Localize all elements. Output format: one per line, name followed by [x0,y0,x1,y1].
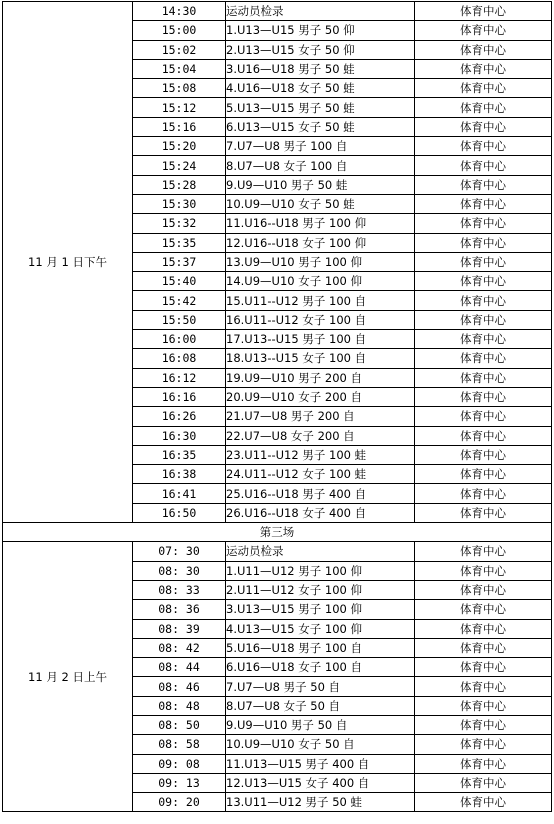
event-cell: 9.U9—U10 男子 50 自 [226,715,415,734]
event-cell: 10.U9—U10 女子 50 蛙 [226,194,415,213]
time-cell: 15:50 [133,310,226,329]
event-cell: 6.U13—U15 女子 50 蛙 [226,117,415,136]
event-cell: 19.U9—U10 男子 200 自 [226,368,415,387]
event-cell: 5.U13—U15 男子 50 蛙 [226,98,415,117]
venue-cell: 体育中心 [415,117,552,136]
venue-cell: 体育中心 [415,79,552,98]
venue-cell: 体育中心 [415,426,552,445]
event-cell: 14.U9—U10 女子 100 仰 [226,272,415,291]
time-cell: 15:12 [133,98,226,117]
venue-cell: 体育中心 [415,98,552,117]
venue-cell: 体育中心 [415,40,552,59]
venue-cell: 体育中心 [415,677,552,696]
time-cell: 15:35 [133,233,226,252]
venue-cell: 体育中心 [415,773,552,792]
time-cell: 16:35 [133,445,226,464]
time-cell: 09: 20 [133,793,226,812]
event-cell: 5.U16—U18 男子 100 自 [226,638,415,657]
event-cell: 4.U13—U15 女子 100 仰 [226,619,415,638]
time-cell: 09: 13 [133,773,226,792]
venue-cell: 体育中心 [415,137,552,156]
event-cell: 25.U16--U18 男子 400 自 [226,484,415,503]
time-cell: 08: 48 [133,696,226,715]
event-cell: 9.U9—U10 男子 50 蛙 [226,175,415,194]
event-cell: 2.U11—U12 女子 100 仰 [226,580,415,599]
venue-cell: 体育中心 [415,600,552,619]
venue-cell: 体育中心 [415,21,552,40]
event-cell: 22.U7—U8 女子 200 自 [226,426,415,445]
event-cell: 11.U13—U15 男子 400 自 [226,754,415,773]
venue-cell: 体育中心 [415,2,552,21]
venue-cell: 体育中心 [415,542,552,561]
venue-cell: 体育中心 [415,194,552,213]
event-cell: 1.U13—U15 男子 50 仰 [226,21,415,40]
schedule-table [2,1,552,812]
time-cell: 16:26 [133,407,226,426]
event-cell: 18.U13--U15 女子 100 自 [226,349,415,368]
time-cell: 07: 30 [133,542,226,561]
table-row [3,2,552,21]
venue-cell: 体育中心 [415,503,552,522]
event-cell: 12.U16--U18 女子 100 仰 [226,233,415,252]
event-cell: 2.U13—U15 女子 50 仰 [226,40,415,59]
event-cell: 24.U11--U12 女子 100 蛙 [226,465,415,484]
event-cell: 10.U9—U10 女子 50 自 [226,735,415,754]
venue-cell: 体育中心 [415,465,552,484]
venue-cell: 体育中心 [415,59,552,78]
venue-cell: 体育中心 [415,561,552,580]
time-cell: 08: 33 [133,580,226,599]
event-cell: 运动员检录 [226,542,415,561]
venue-cell: 体育中心 [415,233,552,252]
event-cell: 15.U11--U12 男子 100 自 [226,291,415,310]
venue-cell: 体育中心 [415,349,552,368]
venue-cell: 体育中心 [415,638,552,657]
time-cell: 15:42 [133,291,226,310]
time-cell: 16:08 [133,349,226,368]
event-cell: 20.U9—U10 女子 200 自 [226,387,415,406]
event-cell: 运动员检录 [226,2,415,21]
event-cell: 7.U7—U8 男子 100 自 [226,137,415,156]
event-cell: 6.U16—U18 女子 100 自 [226,658,415,677]
time-cell: 16:38 [133,465,226,484]
event-cell: 12.U13—U15 女子 400 自 [226,773,415,792]
venue-cell: 体育中心 [415,252,552,271]
venue-cell: 体育中心 [415,272,552,291]
time-cell: 08: 50 [133,715,226,734]
session-date-nov2-am: 11 月 2 日上午 [3,542,133,812]
venue-cell: 体育中心 [415,658,552,677]
table-row [3,542,552,561]
event-cell: 13.U9—U10 男子 100 仰 [226,252,415,271]
time-cell: 15:28 [133,175,226,194]
venue-cell: 体育中心 [415,445,552,464]
event-cell: 23.U11--U12 男子 100 蛙 [226,445,415,464]
venue-cell: 体育中心 [415,330,552,349]
section-header-row [3,523,552,542]
time-cell: 14:30 [133,2,226,21]
venue-cell: 体育中心 [415,619,552,638]
venue-cell: 体育中心 [415,368,552,387]
event-cell: 17.U13--U15 男子 100 自 [226,330,415,349]
time-cell: 16:30 [133,426,226,445]
venue-cell: 体育中心 [415,407,552,426]
time-cell: 15:37 [133,252,226,271]
session-date-nov1-pm: 11 月 1 日下午 [3,2,133,523]
time-cell: 08: 58 [133,735,226,754]
event-cell: 4.U16—U18 女子 50 蛙 [226,79,415,98]
venue-cell: 体育中心 [415,156,552,175]
time-cell: 15:02 [133,40,226,59]
time-cell: 15:32 [133,214,226,233]
event-cell: 8.U7—U8 女子 50 自 [226,696,415,715]
event-cell: 16.U11--U12 女子 100 自 [226,310,415,329]
venue-cell: 体育中心 [415,175,552,194]
time-cell: 16:50 [133,503,226,522]
time-cell: 15:40 [133,272,226,291]
time-cell: 16:16 [133,387,226,406]
venue-cell: 体育中心 [415,715,552,734]
time-cell: 16:41 [133,484,226,503]
venue-cell: 体育中心 [415,214,552,233]
time-cell: 09: 08 [133,754,226,773]
time-cell: 08: 44 [133,658,226,677]
time-cell: 08: 39 [133,619,226,638]
event-cell: 3.U16—U18 男子 50 蛙 [226,59,415,78]
event-cell: 26.U16--U18 女子 400 自 [226,503,415,522]
venue-cell: 体育中心 [415,291,552,310]
time-cell: 15:24 [133,156,226,175]
event-cell: 8.U7—U8 女子 100 自 [226,156,415,175]
event-cell: 3.U13—U15 男子 100 仰 [226,600,415,619]
section-title: 第三场 [3,523,552,542]
event-cell: 13.U11—U12 男子 50 蛙 [226,793,415,812]
event-cell: 11.U16--U18 男子 100 仰 [226,214,415,233]
time-cell: 15:08 [133,79,226,98]
venue-cell: 体育中心 [415,310,552,329]
time-cell: 16:00 [133,330,226,349]
time-cell: 08: 46 [133,677,226,696]
venue-cell: 体育中心 [415,735,552,754]
time-cell: 15:20 [133,137,226,156]
venue-cell: 体育中心 [415,387,552,406]
venue-cell: 体育中心 [415,754,552,773]
event-cell: 7.U7—U8 男子 50 自 [226,677,415,696]
venue-cell: 体育中心 [415,793,552,812]
time-cell: 16:12 [133,368,226,387]
time-cell: 15:00 [133,21,226,40]
event-cell: 21.U7—U8 男子 200 自 [226,407,415,426]
venue-cell: 体育中心 [415,484,552,503]
time-cell: 15:30 [133,194,226,213]
time-cell: 15:04 [133,59,226,78]
time-cell: 08: 36 [133,600,226,619]
time-cell: 15:16 [133,117,226,136]
venue-cell: 体育中心 [415,696,552,715]
time-cell: 08: 30 [133,561,226,580]
event-cell: 1.U11—U12 男子 100 仰 [226,561,415,580]
schedule-body [3,2,552,812]
venue-cell: 体育中心 [415,580,552,599]
time-cell: 08: 42 [133,638,226,657]
